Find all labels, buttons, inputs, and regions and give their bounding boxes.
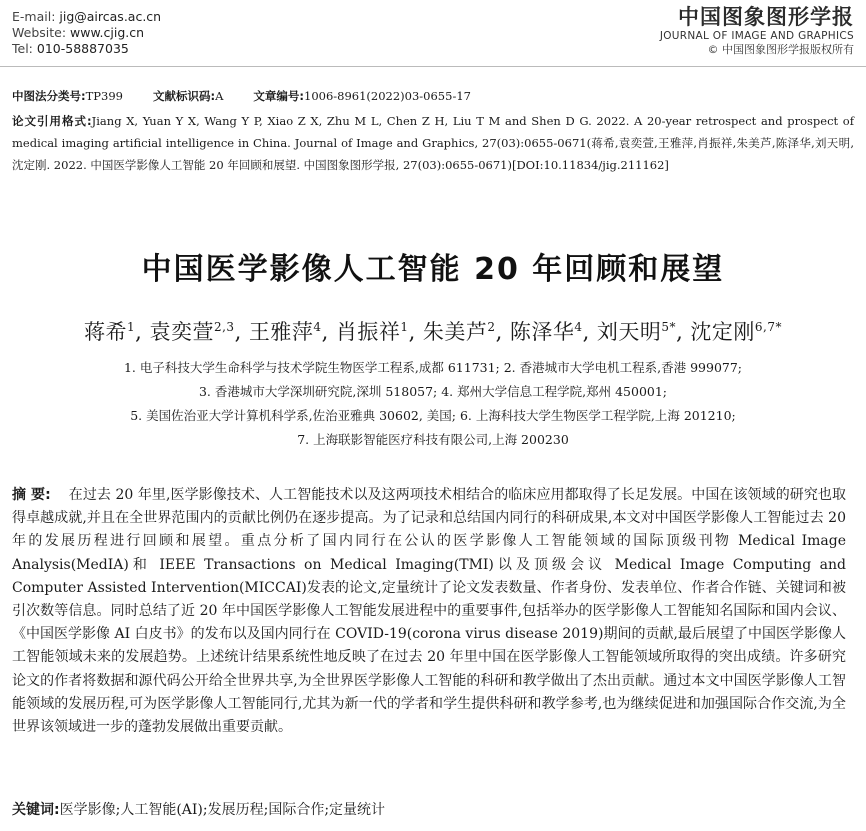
header-divider <box>0 66 866 67</box>
affiliation-line: 1. 电子科技大学生命科学与技术学院生物医学工程系,成都 611731; 2. 香港城市大学电机工程系,香港 999077; <box>123 360 743 375</box>
abstract <box>12 484 846 739</box>
author: 刘天明$^{5*}$ <box>596 320 677 344</box>
article-no-field: 文章编号:1006-8961(2022)03-0655-17 <box>253 89 471 103</box>
abstract-text: 在过去 20 年里,医学影像技术、人工智能技术以及这两项技术相结合的临床应用都取得了长足发展。中国在该领域的研究也取得卓越成就,并且在全世界范围内的贡献比例仍在逐步提高。为了记录和总结国内同行的科研成果,本文对中国医学影像人工智能过去 20 年的发展历程进行回顾和展望。重点分析了国内同行在公认的医学影像人工智能领域的国际顶级刊物 Medical Image Analysis(MedIA)和 IEEE Transactions on Medical Imaging(TMI)以及顶级会议 Medical Image Computing and Computer Assisted Intervention(MICCAI)发表的论文,定量统计了论文发表数量、作者身份、发表单位、作者合作链、关键词和被引次数等信息。同时总结了近 20 年中国医学影像人工智能发展进程中的重要事件,包括举办的医学影像人工智能知名国际和国内会议、《中国医学影像 AI 白皮书》的发布以及国内同行在 COVID-19(corona virus disease 2019)期间的贡献,最后展望了中国医学影像人工智能领域未来的发展趋势。上述统计结果系统性地反映了在过去 20 年里中国在医学影像人工智能领域所取得的突出成绩。许多研究论文的作者将数据和源代码公开给全世界共享,为全世界医学影像人工智能的科研和教学做出了杰出贡献。通过本文中国医学影像人工智能领域的发展历程,可为医学影像人工智能同行,尤其为新一代的学者和学生提供科研和教学参考,也为继续促进和加强国际合作交流,为全世界该领域进一步的蓬勃发展做出重要贡献。 <box>12 487 846 736</box>
citation-format <box>12 110 854 176</box>
affiliation-list <box>0 356 866 452</box>
abstract-label: 摘 要: <box>12 487 51 503</box>
email-link[interactable]: jig@aircas.ac.cn <box>59 9 162 24</box>
article-meta <box>12 88 854 104</box>
journal-masthead <box>660 4 854 57</box>
author: 肖振祥$^1$ <box>335 320 409 344</box>
keywords-label: 关键词: <box>12 802 60 818</box>
contact-info <box>12 9 161 57</box>
clc-field: 中图法分类号:TP399 <box>12 89 123 103</box>
affiliation-line: 5. 美国佐治亚大学计算机科学系,佐治亚雅典 30602, 美国; 6. 上海科技大学生物医学工程学院,上海 201210; <box>130 408 736 423</box>
affiliation-line: 7. 上海联影智能医疗科技有限公司,上海 200230 <box>297 432 569 447</box>
author-list: 蒋希$^1$, 袁奕萱$^{2,3}$, 王雅萍$^4$, 肖振祥$^1$, 朱美芦$^2$, 陈泽华$^4$, 刘天明$^{5*}$, 沈定刚$^{6,7*}$ <box>83 320 783 344</box>
affiliation-line: 3. 香港城市大学深圳研究院,深圳 518057; 4. 郑州大学信息工程学院,郑州 450001; <box>198 384 668 399</box>
citation-text: Jiang X, Yuan Y X, Wang Y P, Xiao Z X, Zhu M L, Chen Z H, Liu T M and Shen D G. 2022. A 20-year retrospect and prospect of medical imaging artificial intelligence in China. Journal of Image and Graphics, 27(03):0655-0671(蒋希,袁奕萱,王雅萍,肖振祥,朱美芦,陈泽华,刘天明,沈定刚. 2022. 中国医学影像人工智能 20 年回顾和展望. 中国图象图形学报, 27(03):0655-0671)[DOI:10.11834/jig.211162] <box>12 114 854 172</box>
paper-title: 中国医学影像人工智能 20 年回顾和展望 <box>141 252 725 287</box>
author: 陈泽华$^4$ <box>509 320 583 344</box>
website-line <box>12 25 161 41</box>
copyright-notice: © 中国图象图形学报版权所有 <box>707 43 854 56</box>
journal-name-en: JOURNAL OF IMAGE AND GRAPHICS <box>659 30 854 42</box>
email-label: E-mail: <box>12 9 56 24</box>
author: 蒋希$^1$ <box>83 320 136 344</box>
tel-value: 010-58887035 <box>36 41 129 56</box>
doc-code-field: 文献标识码:A <box>152 89 224 103</box>
tel-label: Tel: <box>12 41 33 56</box>
author: 沈定刚$^{6,7*}$ <box>690 320 783 344</box>
keywords <box>12 800 846 820</box>
website-label: Website: <box>12 25 67 40</box>
tel-line <box>12 41 161 57</box>
author: 王雅萍$^4$ <box>248 320 322 344</box>
website-link[interactable]: www.cjig.cn <box>70 25 145 40</box>
journal-name-cn: 中国图象图形学报 <box>678 5 854 29</box>
email-line <box>12 9 161 25</box>
author: 朱美芦$^2$ <box>422 320 496 344</box>
author: 袁奕萱$^{2,3}$ <box>149 320 235 344</box>
citation-label: 论文引用格式: <box>12 114 92 128</box>
keywords-text: 医学影像;人工智能(AI);发展历程;国际合作;定量统计 <box>59 802 386 818</box>
